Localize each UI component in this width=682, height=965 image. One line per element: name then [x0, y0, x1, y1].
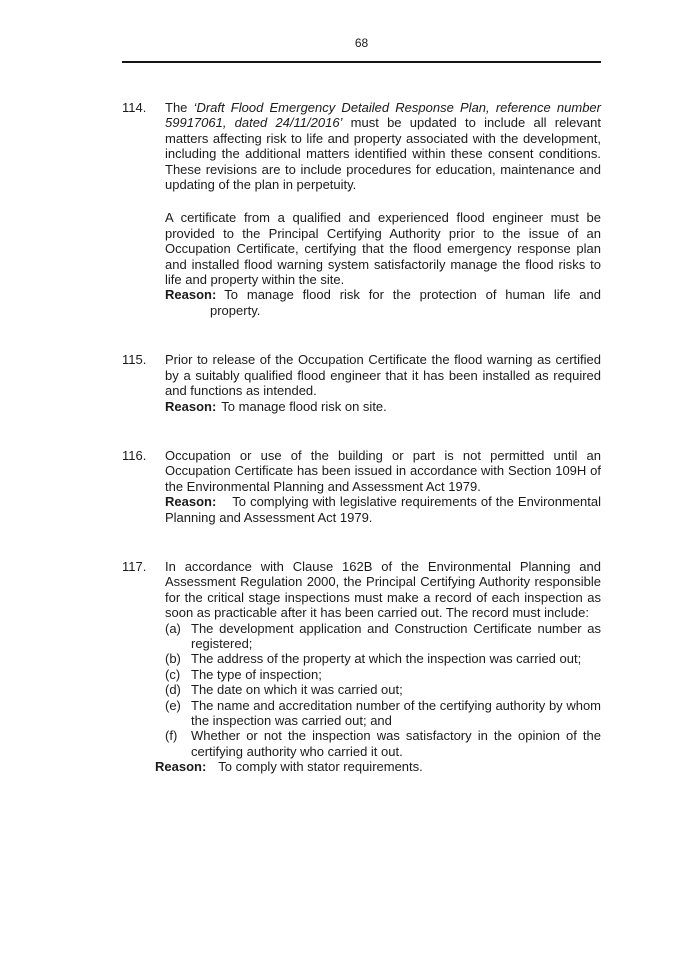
list-marker: (f): [165, 728, 178, 744]
list-text: The development application and Construction Certificate number as registered;: [191, 620, 601, 651]
list-text: The address of the property at which the inspection was carried out;: [191, 651, 582, 667]
header-rule: [122, 61, 601, 63]
paragraph-text: The: [165, 100, 194, 115]
list-item: [165, 728, 601, 759]
reason-text: To manage flood risk for the protection of human life and property.: [210, 287, 601, 318]
paragraph: A certificate from a qualified and experienced flood engineer must be provided to the Principal Certifying Authority prior to the issue of an Occupation Certificate, certifying that the flood emergency response plan and installed flood warning system satisfactorily manage the flood risks to life and property within the site.: [165, 210, 601, 288]
reason-text: To comply with stator requirements.: [218, 759, 423, 775]
paragraph: In accordance with Clause 162B of the Environmental Planning and Assessment Regulation 2000, the Principal Certifying Authority responsible for the critical stage inspections must make a record of each inspection as soon as practicable after it has been carried out. The record must include:: [165, 558, 601, 621]
paragraph: Prior to release of the Occupation Certificate the flood warning as certified by a suitably qualified flood engineer that it has been installed as required and functions as intended.: [165, 352, 601, 399]
reason: [165, 399, 601, 414]
list-text: The date on which it was carried out;: [191, 682, 403, 698]
list-item: [165, 698, 601, 729]
record-requirements-list: [165, 621, 601, 760]
list-item: [165, 621, 601, 652]
list-marker: (c): [165, 666, 181, 682]
condition-body: [165, 352, 601, 414]
condition-body: [155, 558, 601, 775]
paragraph: [165, 100, 601, 192]
list-item: [165, 682, 601, 697]
list-marker: (d): [165, 682, 181, 698]
reason-label: Reason:: [155, 759, 207, 775]
condition-number: 115.: [122, 352, 147, 368]
condition-117: [122, 559, 601, 775]
reason: [155, 759, 601, 774]
reason-text: To complying with legislative requirements of the Environmental Planning and Assessment Act 1979.: [165, 494, 601, 525]
list-item: [165, 667, 601, 682]
list-text: Whether or not the inspection was satisfactory in the opinion of the certifying authority who carried it out.: [191, 728, 601, 759]
list-marker: (e): [165, 697, 181, 713]
list-marker: (a): [165, 620, 181, 636]
list-text: The name and accreditation number of the certifying authority by whom the inspection was carried out; and: [191, 697, 601, 728]
condition-body: [165, 100, 601, 318]
list-text: The type of inspection;: [191, 666, 322, 682]
reason-text: To manage flood risk on site.: [221, 398, 387, 414]
page-number: 68: [354, 36, 369, 50]
reason-label: Reason:: [165, 287, 217, 303]
condition-number: 114.: [122, 100, 147, 115]
plan-reference-italic: ‘Draft Flood Emergency Detailed Response Plan, reference number 59917061, dated 24/11/2016’: [165, 100, 601, 131]
condition-body: [165, 448, 601, 525]
reason-label: Reason:: [165, 494, 217, 510]
list-marker: (b): [165, 651, 181, 667]
condition-114: [122, 100, 601, 318]
condition-115: [122, 352, 601, 414]
reason: [165, 494, 601, 525]
reason: [165, 287, 601, 318]
condition-116: [122, 448, 601, 525]
paragraph: Occupation or use of the building or part is not permitted until an Occupation Certificate has been issued in accordance with Section 109H of the Environmental Planning and Assessment Act 1979.: [165, 447, 601, 494]
list-item: [165, 651, 601, 666]
reason-label: Reason:: [165, 398, 217, 414]
condition-number: 117.: [122, 558, 147, 574]
condition-number: 116.: [122, 447, 147, 463]
paragraph-text: must be updated to include all relevant matters affecting risk to life and property associated with the development, including the additional matters identified within these consent conditions. These revisions are to include procedures for education, maintenance and updating of the plan in perpetuity.: [165, 115, 601, 193]
